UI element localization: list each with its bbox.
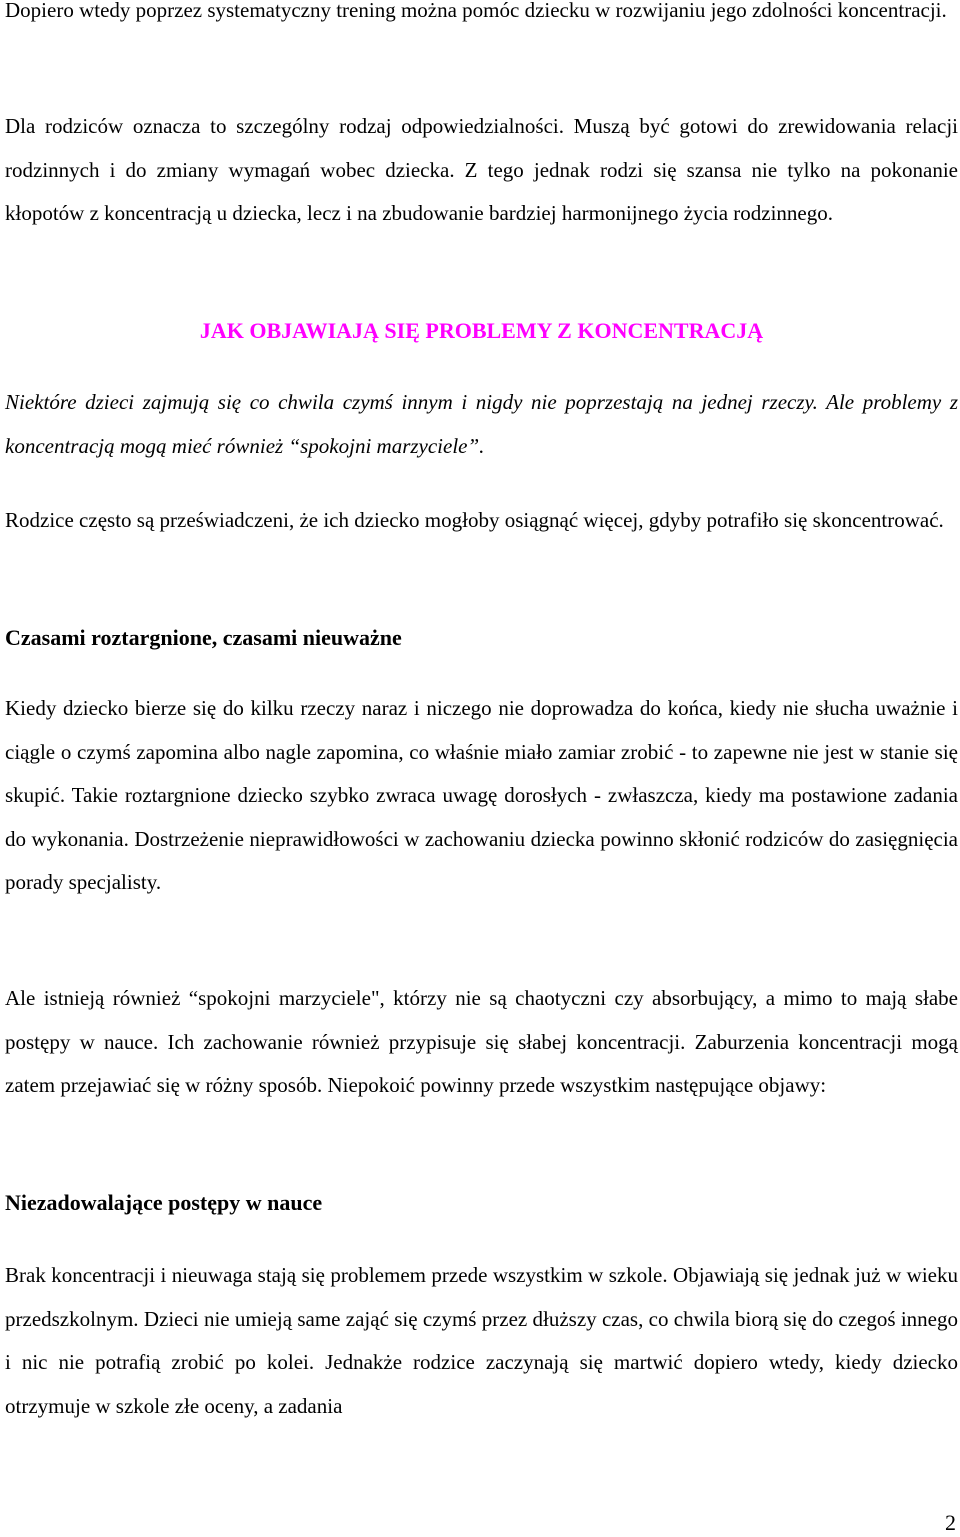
paragraph-intro-end: Dopiero wtedy poprzez systematyczny trening można pomóc dziecku w rozwijaniu jego zdolności koncentracji. [5,0,947,22]
paragraph-parents-belief: Rodzice często są przeświadczeni, że ich dziecko mogłoby osiągnąć więcej, gdyby potrafiło się skoncentrować. [5,508,944,532]
page-number: 2 [945,1510,956,1535]
paragraph-italic-lead: Niektóre dzieci zajmują się co chwila czymś innym i nigdy nie poprzestają na jednej rzeczy. Ale problemy z koncentracją mogą mieć również “spokojni marzyciele”. [5,390,958,458]
subheading-poor-progress: Niezadowalające postępy w nauce [5,1190,323,1215]
subheading-distracted: Czasami roztargnione, czasami nieuważne [5,625,402,650]
section-heading: JAK OBJAWIAJĄ SIĘ PROBLEMY Z KONCENTRACJĄ [199,318,764,343]
paragraph-parents-responsibility: Dla rodziców oznacza to szczególny rodzaj odpowiedzialności. Muszą być gotowi do zrewidowania relacji rodzinnych i do zmiany wymagań wobec dziecka. Z tego jednak rodzi się szansa nie tylko na pokonanie kłopotów z koncentracją u dziecka, lecz i na zbudowanie bardziej harmonijnego życia rodzinnego. [5,114,958,225]
paragraph-quiet-dreamers: Ale istnieją również “spokojni marzyciele", którzy nie są chaotyczni czy absorbujący, a mimo to mają słabe postępy w nauce. Ich zachowanie również przypisuje się słabej koncentracji. Zaburzenia koncentracji mogą zatem przejawiać się w różny sposób. Niepokoić powinny przede wszystkim następujące objawy: [5,986,958,1097]
paragraph-distracted-child: Kiedy dziecko bierze się do kilku rzeczy naraz i niczego nie doprowadza do końca, kiedy nie słucha uważnie i ciągle o czymś zapomina albo nagle zapomina, co właśnie miało zamiar zrobić - to zapewne nie jest w stanie się skupić. Takie roztargnione dziecko szybko zwraca uwagę dorosłych - zwłaszcza, kiedy ma postawione zadania do wykonania. Dostrzeżenie nieprawidłowości w zachowaniu dziecka powinno skłonić rodziców do zasięgnięcia porady specjalisty. [5,696,958,894]
paragraph-school-problems: Brak koncentracji i nieuwaga stają się problemem przede wszystkim w szkole. Objawiają się jednak już w wieku przedszkolnym. Dzieci nie umieją same zająć się czymś przez dłuższy czas, co chwila biorą się do czegoś innego i nic nie potrafią zrobić po kolei. Jednakże rodzice zaczynają się martwić dopiero wtedy, kiedy dziecko otrzymuje w szkole złe oceny, a zadania [5,1263,958,1418]
